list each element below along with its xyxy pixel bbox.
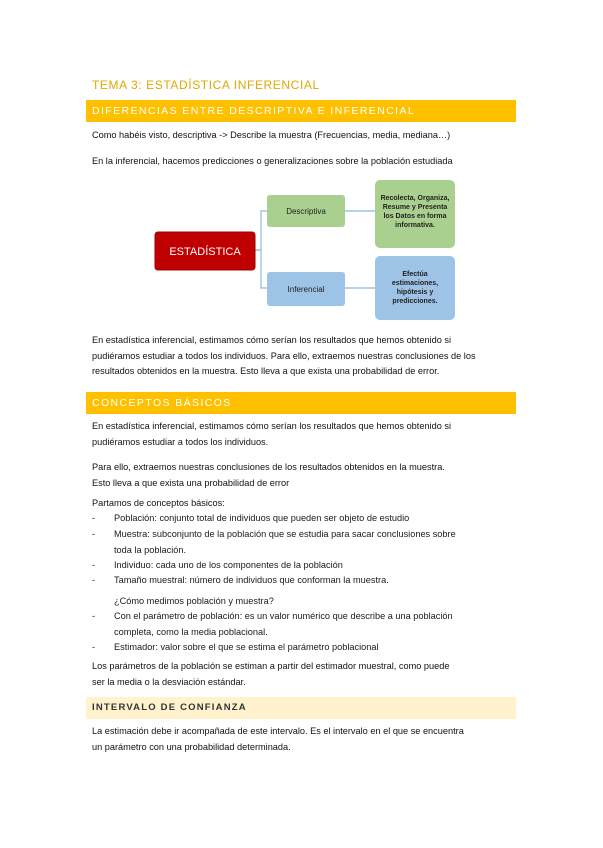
list-item-text: Estimador: valor sobre el que se estima el parámetro poblacional: [114, 642, 379, 652]
list-item-line: toda la población.: [114, 544, 187, 555]
list-dash: -: [92, 642, 96, 652]
paragraph: [92, 724, 517, 755]
paragraph-line: Esto lleva a que exista una probabilidad de error: [92, 477, 290, 488]
connector-inferencial: [255, 250, 267, 288]
paragraph-line: ser la media o la desviación estándar.: [92, 676, 246, 687]
paragraph-line: En estadística inferencial, estimamos cómo serían los resultados que hemos obtenido si: [92, 421, 452, 431]
leaf1-line: los Datos en forma: [383, 213, 447, 220]
leaf2-line: hipótesis y: [396, 289, 434, 296]
connector-descriptiva: [255, 211, 267, 250]
paragraph-line: La estimación debe ir acompañada de este intervalo. Es el intervalo en el que se encuentra: [92, 726, 464, 736]
node-estadistica-label: ESTADÍSTICA: [169, 246, 241, 258]
page-title: TEMA 3: ESTADÍSTICA INFERENCIAL: [92, 78, 320, 92]
paragraph-line: un parámetro con una probabilidad determinada.: [92, 741, 291, 752]
leaf2-line: predicciones.: [392, 298, 438, 305]
section-heading-conceptos: CONCEPTOS BÁSICOS: [86, 392, 516, 414]
list-dash: -: [92, 529, 96, 539]
paragraph: Como habéis visto, descriptiva -> Describe la muestra (Frecuencias, media, mediana…): [92, 130, 451, 140]
leaf1-line: Resume y Presenta: [382, 204, 448, 211]
paragraph: [92, 419, 517, 450]
leaf2-line: Efectúa: [402, 271, 428, 278]
list-item-text: [114, 527, 514, 558]
paragraph-line: Para ello, extraemos nuestras conclusiones de los resultados obtenidos en la muestra.: [92, 462, 445, 472]
section-heading-diferencias: DIFERENCIAS ENTRE DESCRIPTIVA E INFERENCIAL: [86, 100, 516, 122]
estadistica-diagram: [145, 176, 460, 324]
node-descriptiva-label: Descriptiva: [286, 207, 326, 216]
question-text: ¿Cómo medimos población y muestra?: [114, 596, 274, 606]
paragraph-line: Los parámetros de la población se estiman a partir del estimador muestral, como puede: [92, 661, 450, 671]
list-intro: Partamos de conceptos básicos:: [92, 498, 225, 508]
paragraph: [92, 460, 517, 491]
node-leaf-inferencial: [375, 256, 455, 320]
list-item-text: Individuo: cada uno de los componentes de la población: [114, 560, 343, 570]
paragraph-line: resultados obtenidos en la muestra. Esto lleva a que exista una probabilidad de error.: [92, 366, 440, 376]
list-item-text: [114, 609, 514, 640]
paragraph-inferencial: [92, 333, 517, 380]
node-inferencial-label: Inferencial: [287, 285, 325, 294]
list-item-line: Con el parámetro de población: es un valor numérico que describe a una población: [114, 611, 453, 621]
section-heading-intervalo: INTERVALO DE CONFIANZA: [86, 697, 516, 719]
paragraph-line: pudiéramos estudiar a todos los individuos. Para ello, extraemos nuestras conclusiones de los: [92, 350, 476, 361]
leaf1-line: informativa.: [395, 222, 435, 229]
list-dash: -: [92, 560, 96, 570]
list-item-text: Tamaño muestral: número de individuos que conforman la muestra.: [114, 575, 389, 585]
list-dash: -: [92, 575, 96, 585]
list-dash: -: [92, 611, 96, 621]
paragraph: [92, 659, 517, 690]
list-item-line: completa, como la media poblacional.: [114, 626, 268, 637]
paragraph-line: En estadística inferencial, estimamos cómo serían los resultados que hemos obtenido si: [92, 335, 452, 345]
paragraph-line: pudiéramos estudiar a todos los individuos.: [92, 436, 269, 447]
list-item-line: Muestra: subconjunto de la población que se estudia para sacar conclusiones sobre: [114, 529, 456, 539]
list-item-text: Población: conjunto total de individuos que pueden ser objeto de estudio: [114, 513, 410, 523]
list-dash: -: [92, 513, 96, 523]
paragraph: En la inferencial, hacemos predicciones o generalizaciones sobre la población estudiada: [92, 156, 453, 166]
leaf1-line: Recolecta, Organiza,: [380, 195, 450, 202]
leaf2-line: estimaciones,: [391, 280, 439, 287]
